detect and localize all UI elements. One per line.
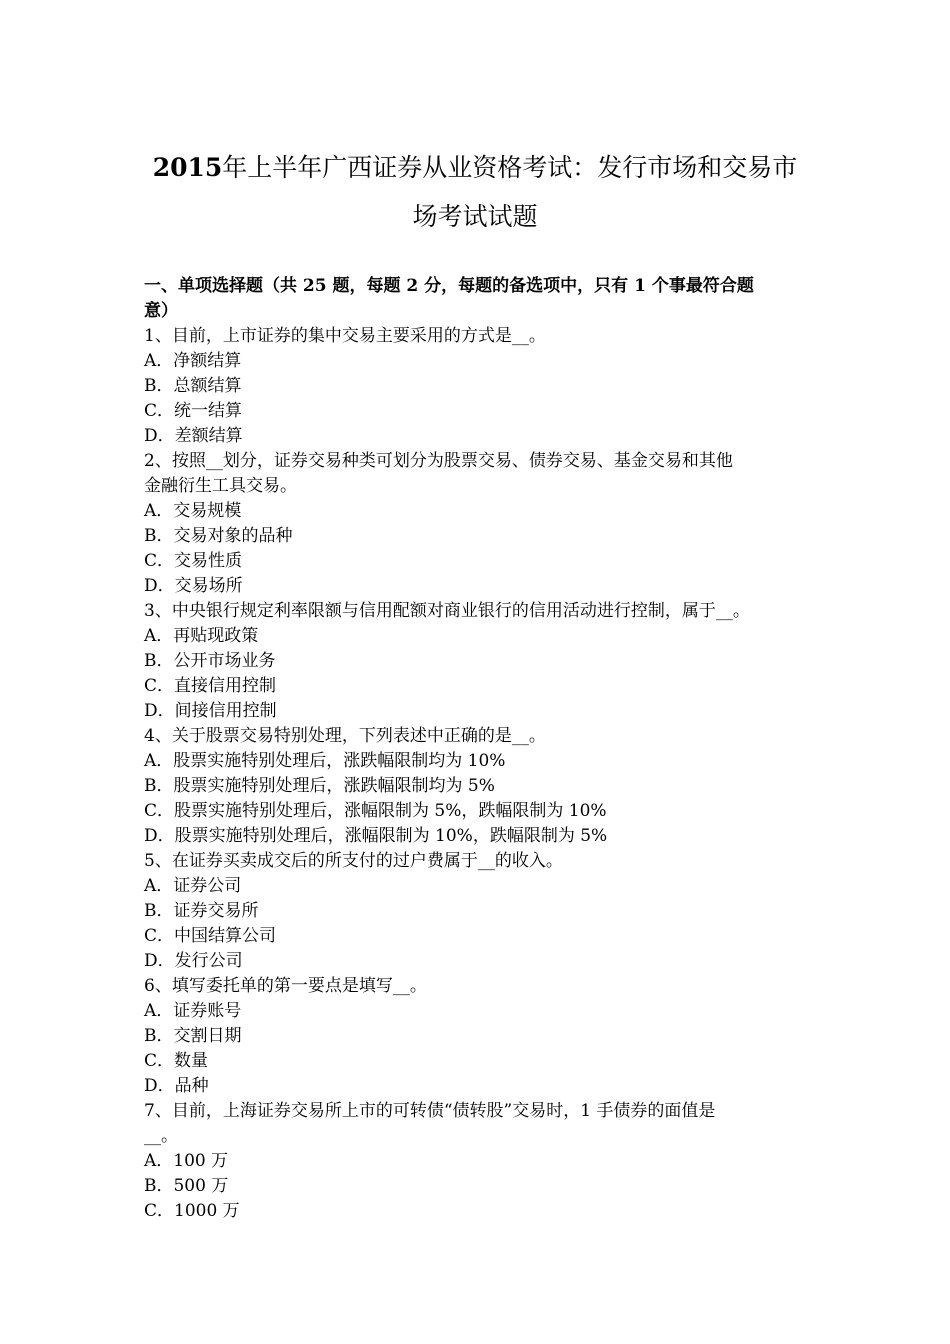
text-line: 金融衍生工具交易。 xyxy=(144,476,297,496)
text-line: __。 xyxy=(144,1126,178,1146)
text-line: 2、按照__划分，证券交易种类可划分为股票交易、债券交易、基金交易和其他 xyxy=(144,451,733,471)
text-line: D．间接信用控制 xyxy=(144,701,277,721)
title-text: 年上半年广西证券从业资格考试：发行市场和交易市 xyxy=(222,153,798,182)
title-year: 2015 xyxy=(152,153,223,182)
section-heading xyxy=(144,274,824,324)
text-line: A．股票实施特别处理后，涨跌幅限制均为 10% xyxy=(144,751,506,771)
text-line: A．证券账号 xyxy=(144,1001,242,1021)
section-heading-line-2: 意） xyxy=(144,301,178,321)
text-line: D．品种 xyxy=(144,1076,209,1096)
section-heading-line-1: 一、单项选择题（共 25 题，每题 2 分，每题的备选项中，只有 1 个事最符合题 xyxy=(144,276,754,296)
text-line: 5、在证券买卖成交后的所支付的过户费属于__的收入。 xyxy=(144,851,563,871)
text-line: C．统一结算 xyxy=(144,401,243,421)
text-line: A．再贴现政策 xyxy=(144,626,259,646)
text-line: 4、关于股票交易特别处理，下列表述中正确的是__。 xyxy=(144,726,546,746)
text-line: C．1000 万 xyxy=(144,1201,240,1221)
text-line: C．数量 xyxy=(144,1051,209,1071)
text-line: A．证券公司 xyxy=(144,876,242,896)
text-line: B．证券交易所 xyxy=(144,901,259,921)
text-line: B．500 万 xyxy=(144,1176,229,1196)
text-line: 6、填写委托单的第一要点是填写__。 xyxy=(144,976,427,996)
text-line: 1、目前，上市证券的集中交易主要采用的方式是__。 xyxy=(144,326,546,346)
document-title-line-2: 场考试试题 xyxy=(412,202,538,231)
text-line: C．股票实施特别处理后，涨幅限制为 5%，跌幅限制为 10% xyxy=(144,801,607,821)
text-line: A．净额结算 xyxy=(144,351,242,371)
text-line: B．交易对象的品种 xyxy=(144,526,293,546)
text-line: D．差额结算 xyxy=(144,426,243,446)
document-title-line-1 xyxy=(100,151,850,185)
text-line: B．总额结算 xyxy=(144,376,242,396)
text-line: B．交割日期 xyxy=(144,1026,242,1046)
text-line: B．公开市场业务 xyxy=(144,651,276,671)
text-line: A．100 万 xyxy=(144,1151,229,1171)
text-line: 3、中央银行规定利率限额与信用配额对商业银行的信用活动进行控制，属于__。 xyxy=(144,601,750,621)
text-line: D．交易场所 xyxy=(144,576,243,596)
text-line: C．直接信用控制 xyxy=(144,676,277,696)
text-line: C．中国结算公司 xyxy=(144,926,277,946)
text-line: C．交易性质 xyxy=(144,551,243,571)
text-line: D．发行公司 xyxy=(144,951,243,971)
text-line: 7、目前，上海证券交易所上市的可转债“债转股”交易时，1 手债券的面值是 xyxy=(144,1101,716,1121)
text-line: B．股票实施特别处理后，涨跌幅限制均为 5% xyxy=(144,776,495,796)
text-line: A．交易规模 xyxy=(144,501,242,521)
document-body xyxy=(144,274,824,1224)
text-line: D．股票实施特别处理后，涨幅限制为 10%，跌幅限制为 5% xyxy=(144,826,608,846)
